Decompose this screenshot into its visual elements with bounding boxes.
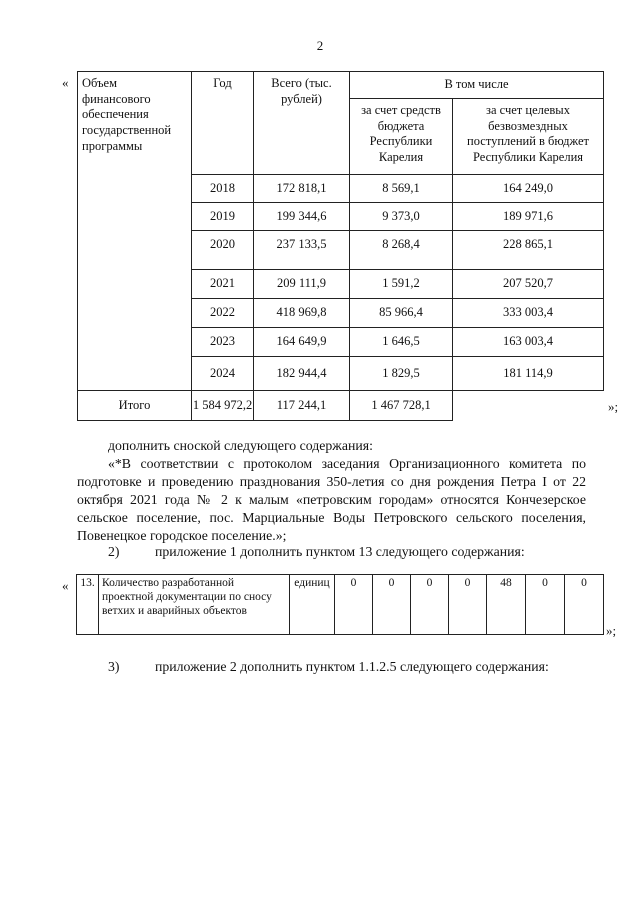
col-including-header: В том числе <box>350 72 604 99</box>
col-total-header: Всего (тыс. рублей) <box>254 72 350 175</box>
value-cell: 0 <box>526 575 565 635</box>
total-cell: 199 344,6 <box>254 203 350 231</box>
value-cell: 0 <box>449 575 487 635</box>
value-cell: 0 <box>335 575 373 635</box>
year-cell: 2023 <box>192 328 254 357</box>
indicator-description: Количество разработанной проектной документации по сносу ветхих и аварийных объектов <box>99 575 290 635</box>
total-cell: 237 133,5 <box>254 231 350 270</box>
targeted-cell: 207 520,7 <box>453 270 604 299</box>
targeted-cell: 189 971,6 <box>453 203 604 231</box>
year-cell: 2018 <box>192 175 254 203</box>
unit-cell: единиц <box>290 575 335 635</box>
row-header: Объем финансового обеспечения государственной программы <box>78 72 192 391</box>
appendix-table <box>76 574 604 635</box>
targeted-cell: 228 865,1 <box>453 231 604 270</box>
targeted-cell: 164 249,0 <box>453 175 604 203</box>
col-year-header: Год <box>192 72 254 175</box>
total-cell: 182 944,4 <box>254 357 350 391</box>
close-quote: »; <box>606 623 617 638</box>
year-cell: 2022 <box>192 299 254 328</box>
total-cell: 209 111,9 <box>254 270 350 299</box>
targeted-cell: 333 003,4 <box>453 299 604 328</box>
total-cell: 172 818,1 <box>254 175 350 203</box>
open-quote: « <box>62 75 69 90</box>
budget-cell: 9 373,0 <box>350 203 453 231</box>
table-row-total <box>78 391 604 421</box>
year-cell: 2020 <box>192 231 254 270</box>
finance-table <box>77 71 604 421</box>
table-row <box>77 575 604 635</box>
budget-cell: 8 268,4 <box>350 231 453 270</box>
open-quote: « <box>62 578 69 593</box>
item-3-text: приложение 2 дополнить пунктом 1.1.2.5 следующего содержания: <box>155 659 549 674</box>
targeted-cell: 181 114,9 <box>453 357 604 391</box>
year-cell: 2019 <box>192 203 254 231</box>
col-targeted-header: за счет целевых безвозмездных поступлений в бюджет Республики Карелия <box>453 99 604 175</box>
page-number: 2 <box>316 38 324 53</box>
value-cell: 48 <box>487 575 526 635</box>
total-cell: 418 969,8 <box>254 299 350 328</box>
budget-cell: 117 244,1 <box>254 391 350 421</box>
total-cell: 164 649,9 <box>254 328 350 357</box>
year-cell: Итого <box>78 391 192 421</box>
budget-cell: 8 569,1 <box>350 175 453 203</box>
total-cell: 1 584 972,2 <box>192 391 254 421</box>
footnote-text: «*В соответствии с протоколом заседания Организационного комитета по подготовке и проведению празднования 350-летия со дня рождения Петра I от 22 октября 2021 года № 2 к малым «петровским городам» относятся Кончезерское сельское поселение, пос. Марциальные Воды Петровского сельского поселения, Повенецкое городское поселение.»; <box>77 456 586 543</box>
item-2-text: приложение 1 дополнить пунктом 13 следующего содержания: <box>155 544 525 559</box>
item-2-number: 2) <box>108 544 120 559</box>
budget-cell: 85 966,4 <box>350 299 453 328</box>
targeted-cell: 1 467 728,1 <box>350 391 453 421</box>
budget-cell: 1 829,5 <box>350 357 453 391</box>
targeted-cell: 163 003,4 <box>453 328 604 357</box>
year-cell: 2024 <box>192 357 254 391</box>
value-cell: 0 <box>411 575 449 635</box>
item-3-number: 3) <box>108 659 120 674</box>
year-cell: 2021 <box>192 270 254 299</box>
footnote-intro: дополнить сноской следующего содержания: <box>108 438 373 453</box>
col-budget-header: за счет средств бюджета Республики Карелия <box>350 99 453 175</box>
budget-cell: 1 646,5 <box>350 328 453 357</box>
budget-cell: 1 591,2 <box>350 270 453 299</box>
value-cell: 0 <box>373 575 411 635</box>
close-quote: »; <box>608 399 619 414</box>
row-number: 13. <box>77 575 99 635</box>
value-cell: 0 <box>565 575 604 635</box>
